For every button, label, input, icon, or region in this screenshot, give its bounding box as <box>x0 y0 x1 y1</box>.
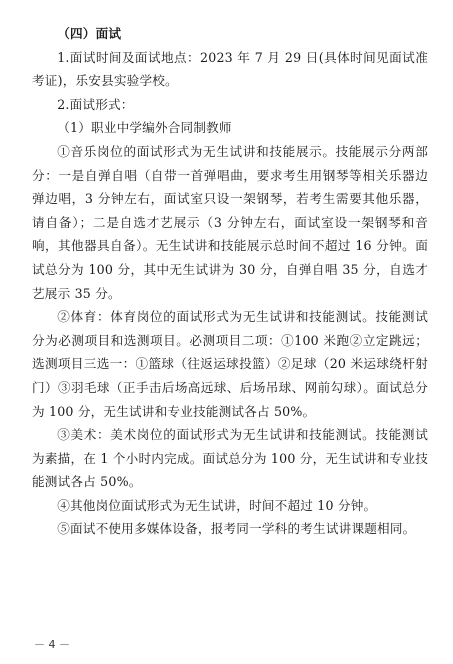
document-body <box>32 22 428 541</box>
paragraph-interview-time: 1.面试时间及面试地点：2023 年 7 月 29 日(具体时间见面试准考证)，乐安县实验学校。 <box>32 49 428 89</box>
paragraph-pe: ②体育：体育岗位的面试形式为无生试讲和技能测试。技能测试分为必测项目和选测项目。必测项目二项：①100 米跑②立定跳远；选测项目三选一：①篮球（往返运球投篮）②足球（20 米运球绕杆射门）③羽毛球（正手击后场高远球、后场吊球、网前勾球）。面试总分为 100 分，无生试讲和专业技能测试各占 50%。 <box>32 309 428 419</box>
paragraph-art: ③美术：美术岗位的面试形式为无生试讲和技能测试。技能测试为素描，在 1 个小时内完成。面试总分为 100 分，无生试讲和专业技能测试各占 50%。 <box>32 427 428 490</box>
page-number: － 4 － <box>34 638 70 651</box>
paragraph-music: ①音乐岗位的面试形式为无生试讲和技能展示。技能展示分两部分：一是自弹自唱（自带一首弹唱曲，要求考生用钢琴等相关乐器边弹边唱，3 分钟左右，面试室只设一架钢琴，若考生需要其他乐器，请自备）；二是自选才艺展示（3 分钟左右，面试室设一架钢琴和音响，其他器具自备）。无生试讲和技能展示总时间不超过 16 分钟。面试总分为 100 分，其中无生试讲为 30 分，自弹自唱 35 分，自选才艺展示 35 分。 <box>32 143 428 301</box>
paragraph-interview-format: 2.面试形式： <box>57 96 134 112</box>
section-heading: （四）面试 <box>57 26 122 41</box>
paragraph-vocational-teacher: （1）职业中学编外合同制教师 <box>57 120 232 136</box>
paragraph-other-posts: ④其他岗位面试形式为无生试讲，时间不超过 10 分钟。 <box>57 497 377 513</box>
paragraph-no-multimedia: ⑤面试不使用多媒体设备，报考同一学科的考生试讲课题相同。 <box>57 521 416 537</box>
